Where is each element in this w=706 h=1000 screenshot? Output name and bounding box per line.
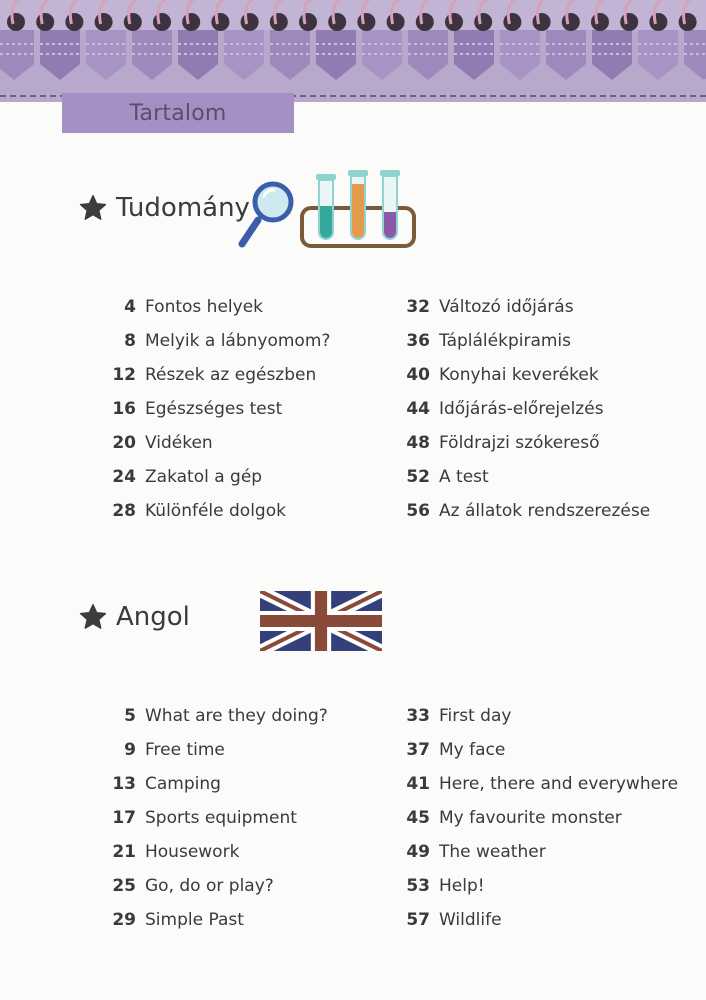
toc-entry [402, 876, 702, 910]
toc-entry-label: The weather [439, 842, 546, 862]
toc-entry [102, 365, 402, 399]
toc-entry [102, 876, 402, 910]
magnifier-icon [236, 178, 298, 250]
toc-entry [402, 467, 702, 501]
toc-entry [102, 433, 402, 467]
toc-entry-label: Zakatol a gép [145, 467, 263, 487]
toc-entry-label: Részek az egészben [145, 365, 317, 385]
section-heading-angol [78, 602, 190, 632]
title-tab [62, 93, 294, 133]
toc-entry [402, 331, 702, 365]
toc-entry-label: Simple Past [145, 910, 244, 930]
toc-entry [102, 740, 402, 774]
test-tubes-icon [298, 168, 418, 252]
star-icon [78, 602, 108, 632]
toc-page-number: 33 [406, 706, 430, 726]
toc-entry-label: Táplálékpiramis [439, 331, 572, 351]
toc-entry [102, 706, 402, 740]
toc-page-number: 44 [406, 399, 430, 419]
toc-entry [402, 910, 702, 944]
toc-entry-label: Fontos helyek [145, 297, 263, 317]
toc-page-number: 9 [124, 740, 136, 760]
toc-entry [402, 774, 702, 808]
toc-entry [402, 842, 702, 876]
toc-entry [402, 433, 702, 467]
toc-page-number: 57 [406, 910, 430, 930]
toc-page-number: 45 [406, 808, 430, 828]
toc-page-number: 5 [124, 706, 136, 726]
toc-entry [402, 365, 702, 399]
toc-entry-label: A test [439, 467, 489, 487]
toc-column-right [402, 706, 702, 944]
toc-entry [102, 910, 402, 944]
toc-page-number: 37 [406, 740, 430, 760]
toc-page-number: 28 [112, 501, 136, 521]
toc-entry [102, 399, 402, 433]
toc-page-number: 25 [112, 876, 136, 896]
toc-page-number: 53 [406, 876, 430, 896]
toc-entry [102, 501, 402, 535]
toc-entry [102, 842, 402, 876]
toc-entry-label: Az állatok rendszerezése [439, 501, 651, 521]
toc-page-number: 21 [112, 842, 136, 862]
toc-entry [402, 740, 702, 774]
toc-page-number: 56 [406, 501, 430, 521]
toc-entry [402, 706, 702, 740]
toc-entry-label: My favourite monster [439, 808, 622, 828]
toc-page-number: 16 [112, 399, 136, 419]
toc-column-right [402, 297, 702, 535]
toc-entry-label: Vidéken [145, 433, 213, 453]
toc-entry [402, 808, 702, 842]
toc-page-number: 29 [112, 910, 136, 930]
toc-entry [102, 331, 402, 365]
toc-entry-label: Egészséges test [145, 399, 283, 419]
header-band [0, 0, 706, 102]
toc-entry-label: Here, there and everywhere [439, 774, 679, 794]
toc-entry-label: Melyik a lábnyomom? [145, 331, 331, 351]
star-icon [78, 193, 108, 223]
toc-entry-label: Földrajzi szókereső [439, 433, 600, 453]
section-heading-tudomany [78, 193, 250, 223]
toc-entry [102, 808, 402, 842]
page-title: Tartalom [129, 100, 227, 126]
toc-entry [102, 467, 402, 501]
toc-entry-label: Konyhai keverékek [439, 365, 599, 385]
toc-entry-label: Sports equipment [145, 808, 297, 828]
union-jack-flag-icon [260, 591, 382, 651]
toc-page-number: 13 [112, 774, 136, 794]
toc-column-left [102, 297, 402, 535]
toc-entry-label: Camping [145, 774, 221, 794]
toc-page-number: 17 [112, 808, 136, 828]
toc-entry-label: Wildlife [439, 910, 502, 930]
toc-entry-label: Help! [439, 876, 485, 896]
section-title: Angol [116, 602, 190, 632]
toc-page-number: 12 [112, 365, 136, 385]
toc-page-number: 41 [406, 774, 430, 794]
toc-page-number: 4 [124, 297, 136, 317]
toc-page-number: 49 [406, 842, 430, 862]
toc-page-number: 8 [124, 331, 136, 351]
toc-entry-label: First day [439, 706, 512, 726]
toc-page-number: 48 [406, 433, 430, 453]
toc-page-number: 24 [112, 467, 136, 487]
toc-entry-label: Időjárás-előrejelzés [439, 399, 604, 419]
toc-entry [402, 501, 702, 535]
toc-entry [102, 774, 402, 808]
toc-entry-label: Különféle dolgok [145, 501, 286, 521]
toc-entry [102, 297, 402, 331]
toc-column-left [102, 706, 402, 944]
toc-entry [402, 297, 702, 331]
toc-entry [402, 399, 702, 433]
bunting-decoration [0, 0, 706, 102]
section-title: Tudomány [116, 193, 250, 223]
toc-entry-label: Go, do or play? [145, 876, 274, 896]
toc-entry-label: Free time [145, 740, 225, 760]
toc-page-number: 36 [406, 331, 430, 351]
toc-page-number: 32 [406, 297, 430, 317]
toc-page-number: 20 [112, 433, 136, 453]
toc-entry-label: What are they doing? [145, 706, 328, 726]
toc-page-number: 40 [406, 365, 430, 385]
toc-page-number: 52 [406, 467, 430, 487]
toc-entry-label: Változó időjárás [439, 297, 574, 317]
toc-entry-label: Housework [145, 842, 240, 862]
toc-entry-label: My face [439, 740, 506, 760]
